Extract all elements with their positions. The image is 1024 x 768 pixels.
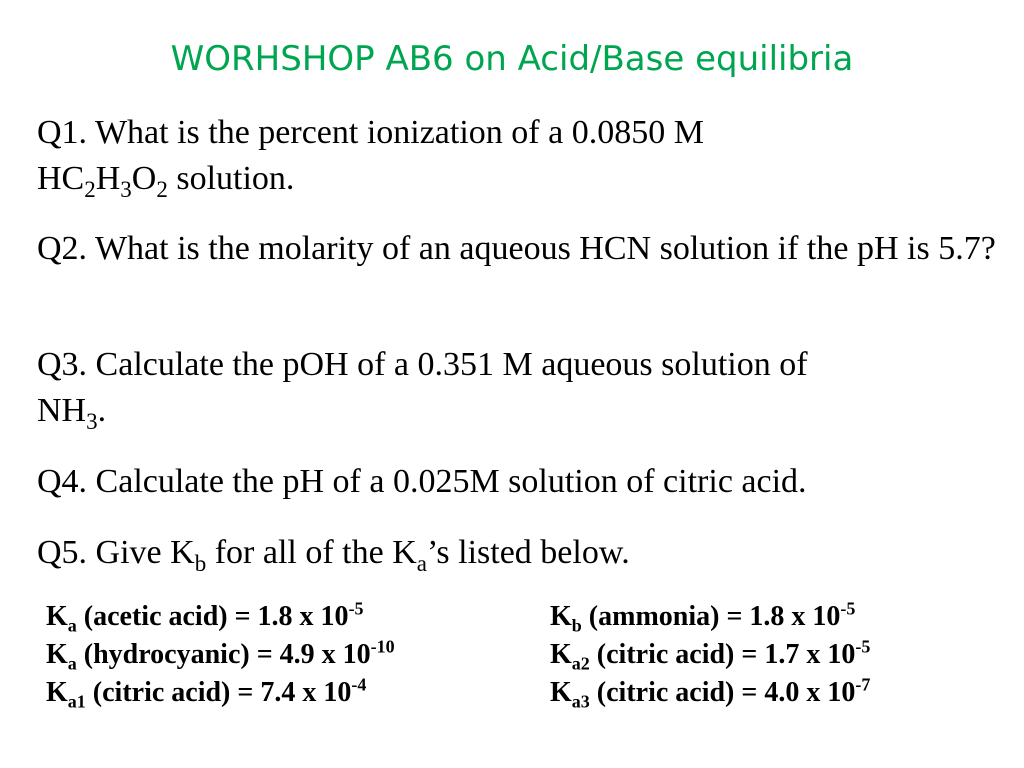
question-4: Q4. Calculate the pH of a 0.025M solution of citric acid. — [37, 463, 807, 500]
formula-acetic-acid: $HC_2H_3O_2$ — [37, 160, 168, 202]
question-1-text: Q1. What is the percent ionization of a 0.0850 M — [37, 114, 704, 151]
constants-left-column — [46, 598, 395, 712]
constant-ka2-citric: $K_{a2}$ (citric acid) = 1.7 x $10^{-5}$ — [550, 636, 871, 674]
question-5: Q5. Give $K_b$ for all of the $K_a’s$ listed below. — [37, 534, 630, 576]
question-1-suffix: solution. — [167, 160, 295, 197]
constants-right-column — [550, 598, 870, 712]
question-3: Q3. Calculate the pOH of a 0.351 M aqueous solution of $NH_3$. — [37, 346, 808, 434]
formula-ammonia: $NH_3$ — [37, 392, 98, 434]
question-2: Q2. What is the molarity of an aqueous HCN solution if the pH is 5.7? — [37, 230, 996, 267]
question-1 — [37, 110, 997, 202]
constant-kb-ammonia: $K_b$ (ammonia) = 1.8 x $10^{-5}$ — [550, 598, 856, 636]
constant-ka1-citric: $K_{a1}$ (citric acid) = 7.4 x $10^{-4}$ — [46, 674, 367, 712]
constant-ka-hydrocyanic: $K_a$ (hydrocyanic) = 4.9 x $10^{-10}$ — [46, 636, 395, 674]
constant-ka3-citric: $K_{a3}$ (citric acid) = 4.0 x $10^{-7}$ — [550, 674, 871, 712]
constant-ka-acetic: $K_a$ (acetic acid) = 1.8 x $10^{-5}$ — [46, 598, 364, 636]
slide-title: WORHSHOP AB6 on Acid/Base equilibria — [170, 39, 854, 79]
question-3-text: Q3. Calculate the pOH of a 0.351 M aqueous solution of — [37, 346, 808, 383]
